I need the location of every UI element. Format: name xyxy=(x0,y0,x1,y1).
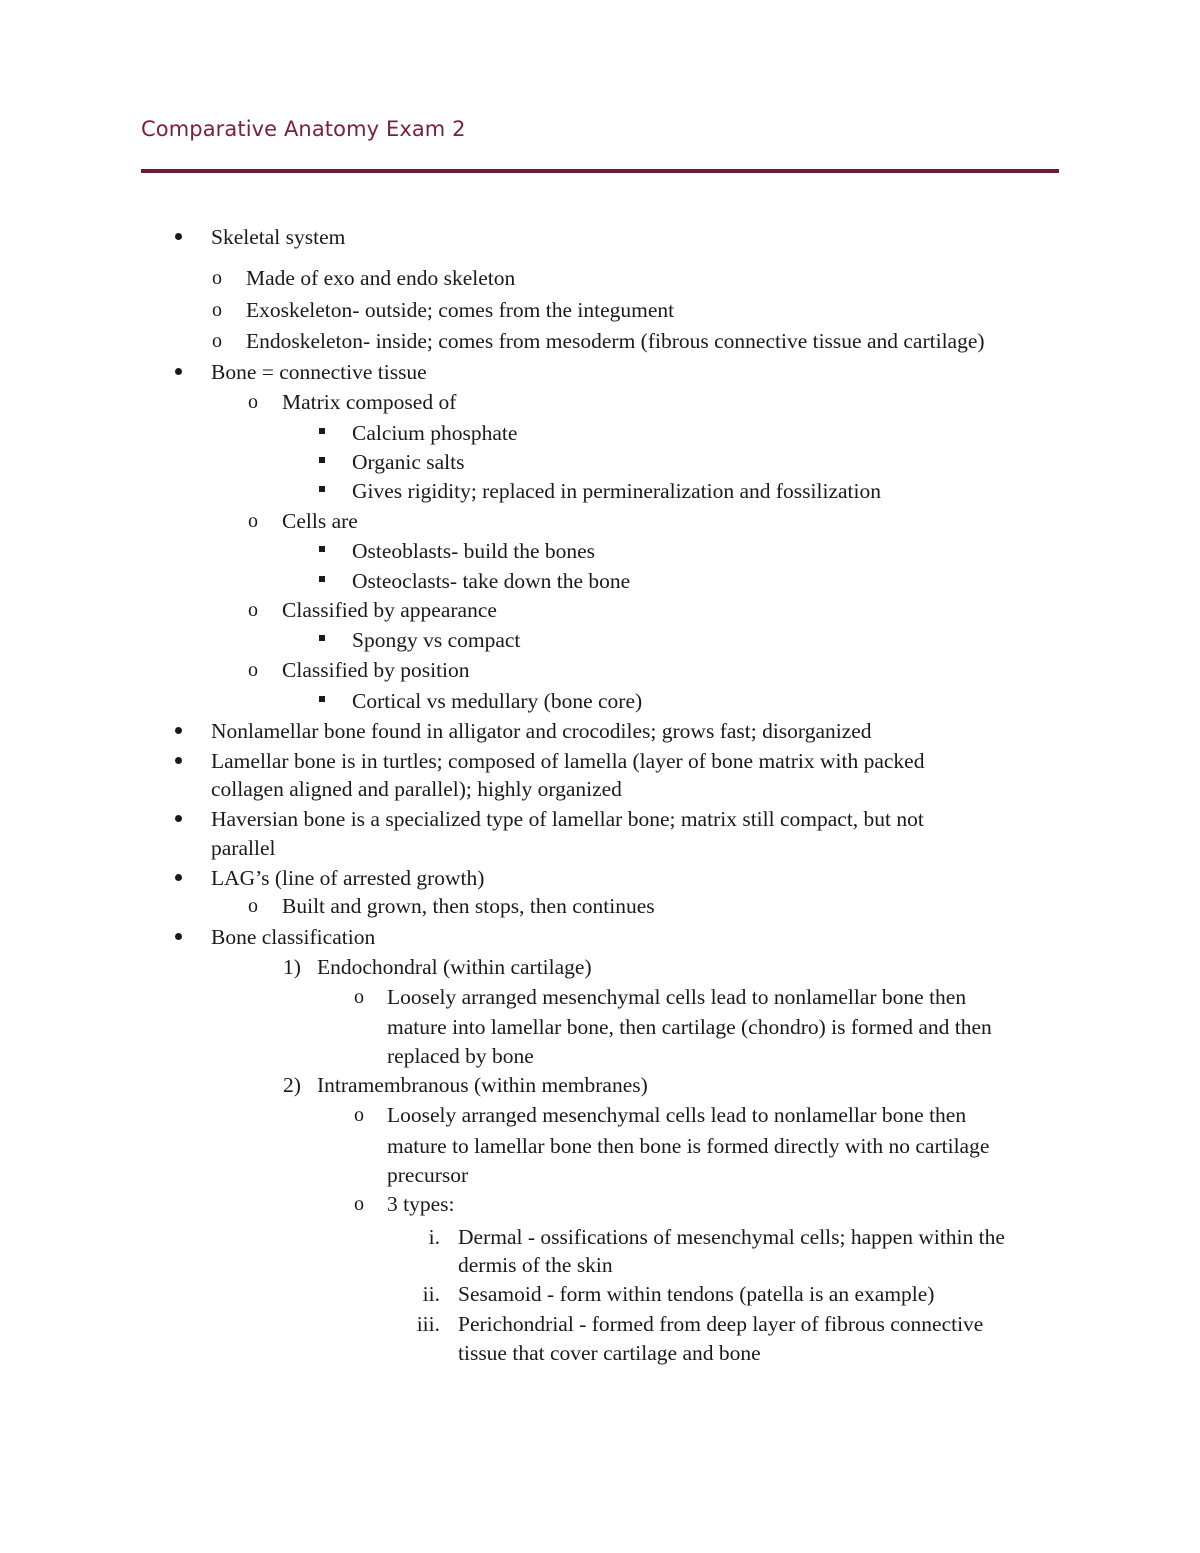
list-item: Sesamoid - form within tendons (patella is an example) xyxy=(458,1282,935,1306)
bullet-circle: o xyxy=(248,895,258,917)
bullet-dot xyxy=(175,368,182,375)
list-item: Loosely arranged mesenchymal cells lead to nonlamellar bone then xyxy=(387,985,967,1009)
list-item-continuation: replaced by bone xyxy=(387,1044,534,1068)
list-item-continuation: dermis of the skin xyxy=(458,1253,613,1277)
list-item: Osteoblasts- build the bones xyxy=(352,539,596,563)
list-item: Classified by appearance xyxy=(282,598,497,622)
list-item: LAG’s (line of arrested growth) xyxy=(211,866,485,890)
list-item: Loosely arranged mesenchymal cells lead to nonlamellar bone then xyxy=(387,1103,967,1127)
list-item: Bone classification xyxy=(211,925,376,949)
list-item: Matrix composed of xyxy=(282,390,457,414)
list-item: Made of exo and endo skeleton xyxy=(246,266,516,290)
bullet-dot xyxy=(175,933,182,940)
list-item: Endoskeleton- inside; comes from mesoderm (fibrous connective tissue and cartilage) xyxy=(246,329,985,353)
number-marker: 1) xyxy=(283,955,301,979)
bullet-square xyxy=(319,486,325,492)
bullet-dot xyxy=(175,874,182,881)
list-item-continuation: parallel xyxy=(211,836,276,860)
list-item: Bone = connective tissue xyxy=(211,360,427,384)
list-item: Calcium phosphate xyxy=(352,421,518,445)
bullet-circle: o xyxy=(212,267,222,289)
bullet-square xyxy=(319,696,325,702)
bullet-square xyxy=(319,576,325,582)
list-item: Skeletal system xyxy=(211,225,346,249)
list-item: Endochondral (within cartilage) xyxy=(317,955,592,979)
bullet-square xyxy=(319,428,325,434)
number-marker: 2) xyxy=(283,1073,301,1097)
title-underline xyxy=(141,169,1059,173)
list-item: Spongy vs compact xyxy=(352,628,521,652)
list-item: Organic salts xyxy=(352,450,465,474)
bullet-circle: o xyxy=(248,599,258,621)
list-item: Lamellar bone is in turtles; composed of lamella (layer of bone matrix with packed xyxy=(211,749,925,773)
list-item: Perichondrial - formed from deep layer of fibrous connective xyxy=(458,1312,984,1336)
list-item: Dermal - ossifications of mesenchymal cells; happen within the xyxy=(458,1225,1005,1249)
document-title: Comparative Anatomy Exam 2 xyxy=(141,117,466,141)
list-item: Osteoclasts- take down the bone xyxy=(352,569,631,593)
bullet-dot xyxy=(175,233,182,240)
list-item-continuation: mature to lamellar bone then bone is formed directly with no cartilage xyxy=(387,1134,990,1158)
bullet-circle: o xyxy=(354,1193,364,1215)
list-item: Nonlamellar bone found in alligator and crocodiles; grows fast; disorganized xyxy=(211,719,872,743)
bullet-dot xyxy=(175,815,182,822)
list-item: Exoskeleton- outside; comes from the integument xyxy=(246,298,675,322)
list-item: Gives rigidity; replaced in permineralization and fossilization xyxy=(352,479,881,503)
bullet-circle: o xyxy=(354,1104,364,1126)
list-item: Classified by position xyxy=(282,658,470,682)
list-item-continuation: mature into lamellar bone, then cartilage (chondro) is formed and then xyxy=(387,1015,992,1039)
roman-marker: iii. xyxy=(416,1312,440,1336)
roman-marker: ii. xyxy=(422,1282,440,1306)
list-item: Haversian bone is a specialized type of lamellar bone; matrix still compact, but not xyxy=(211,807,924,831)
bullet-square xyxy=(319,457,325,463)
roman-marker: i. xyxy=(428,1225,440,1249)
bullet-dot xyxy=(175,727,182,734)
list-item: Cells are xyxy=(282,509,358,533)
bullet-circle: o xyxy=(248,510,258,532)
bullet-square xyxy=(319,546,325,552)
list-item: 3 types: xyxy=(387,1192,455,1216)
list-item-continuation: collagen aligned and parallel); highly organized xyxy=(211,777,622,801)
list-item-continuation: tissue that cover cartilage and bone xyxy=(458,1341,761,1365)
bullet-square xyxy=(319,635,325,641)
list-item: Cortical vs medullary (bone core) xyxy=(352,689,643,713)
bullet-circle: o xyxy=(212,299,222,321)
bullet-dot xyxy=(175,757,182,764)
list-item: Built and grown, then stops, then continues xyxy=(282,894,655,918)
bullet-circle: o xyxy=(212,330,222,352)
bullet-circle: o xyxy=(248,659,258,681)
list-item-continuation: precursor xyxy=(387,1163,469,1187)
bullet-circle: o xyxy=(354,986,364,1008)
bullet-circle: o xyxy=(248,391,258,413)
list-item: Intramembranous (within membranes) xyxy=(317,1073,648,1097)
